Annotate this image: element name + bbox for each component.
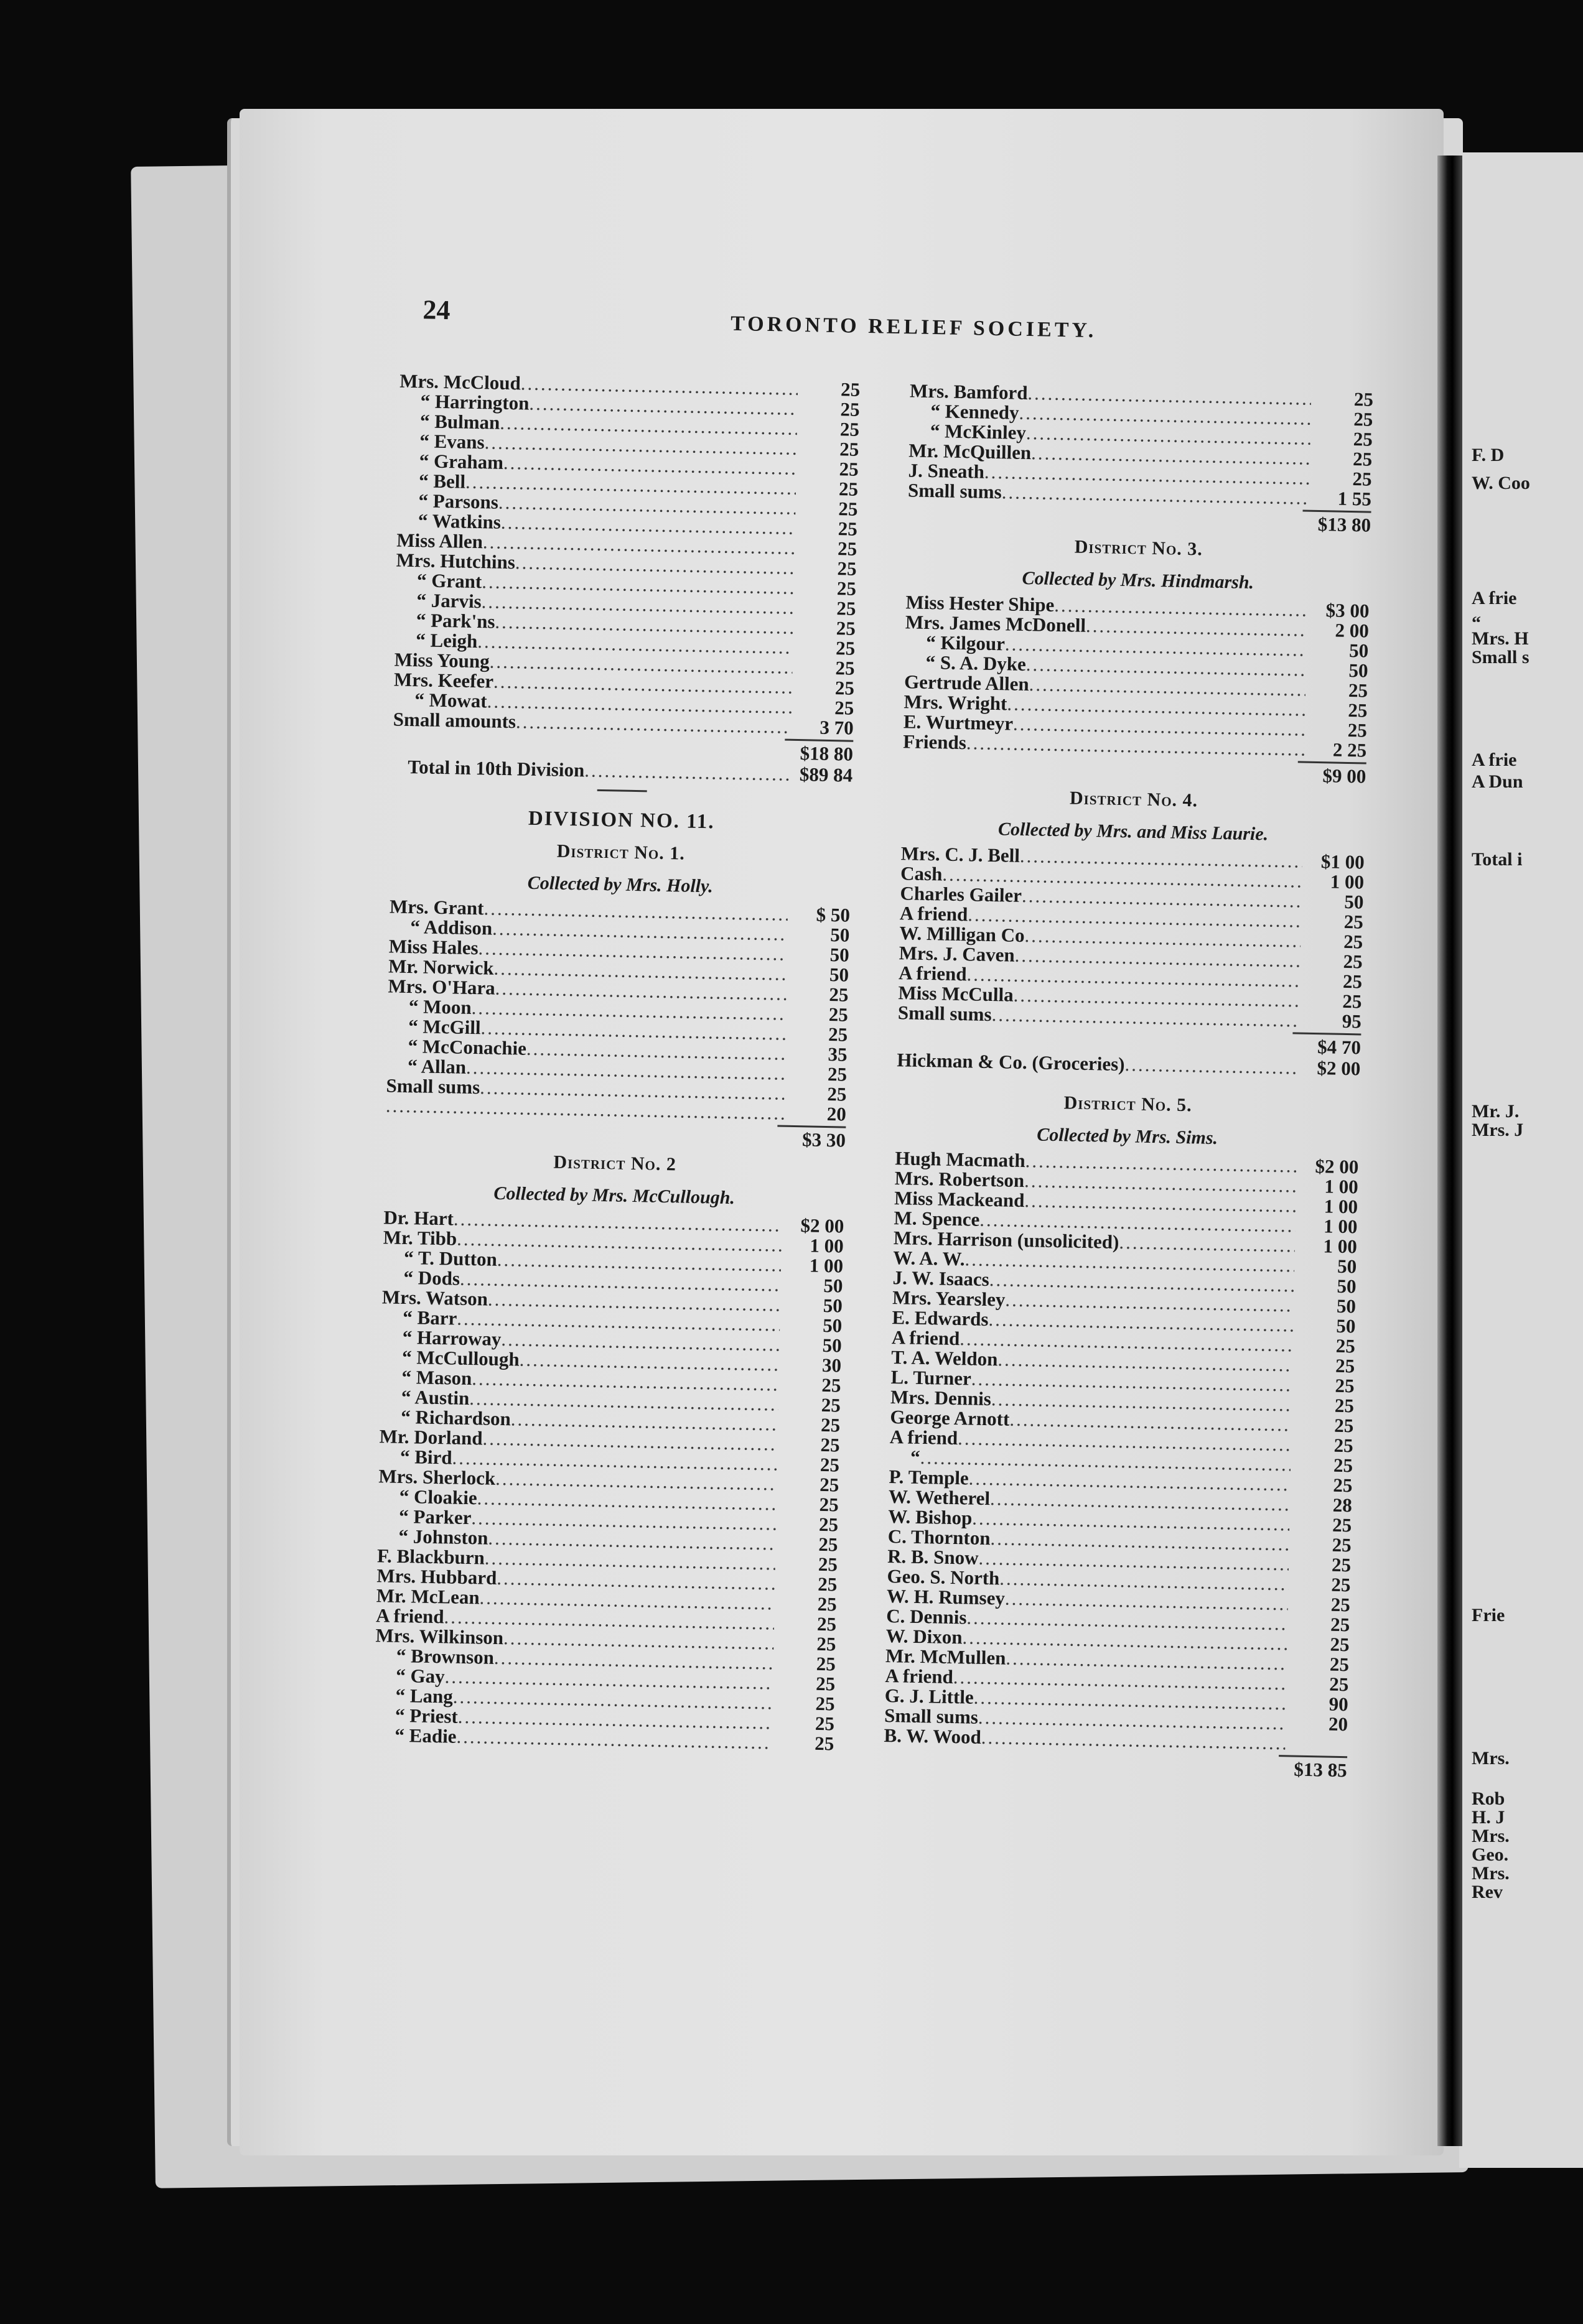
- entry-amount: [1285, 1749, 1347, 1750]
- entry-name: Gertrude Allen: [904, 671, 1030, 695]
- district-heading: District No. 2: [553, 1151, 677, 1175]
- entry-amount: 25: [1348, 679, 1368, 702]
- entry-name: Mrs. Grant: [389, 895, 484, 919]
- facing-page-fragment: Mrs.: [1472, 1748, 1510, 1769]
- entry-name: Small amounts: [393, 708, 516, 733]
- entry-amount: $ 50: [816, 903, 851, 926]
- entry-amount: 25: [820, 1413, 841, 1436]
- entry-name: “ Cloakie: [399, 1485, 478, 1509]
- entry-name: M. Spence: [894, 1207, 980, 1230]
- entry-amount: 25: [820, 1473, 839, 1496]
- page-number: 24: [423, 294, 451, 326]
- running-title: TORONTO RELIEF SOCIETY.: [730, 312, 1097, 343]
- entry-amount: 25: [1342, 990, 1362, 1013]
- leader-dots: [1124, 1054, 1298, 1077]
- entry-amount: 25: [1332, 1513, 1352, 1536]
- entry-name: “ Harroway: [402, 1326, 502, 1350]
- entry-amount: 25: [1348, 699, 1368, 722]
- entry-name: “ Bell: [418, 470, 466, 493]
- entry-name: E. Wurtmeyr: [903, 710, 1014, 735]
- entry-name: Miss Young: [394, 648, 490, 672]
- section-divider: [597, 789, 647, 792]
- entry-name: Mrs. O'Hara: [388, 975, 496, 999]
- entry-name: A friend: [899, 902, 968, 926]
- entry-amount: 95: [1342, 1010, 1362, 1033]
- entry-name: Miss Allen: [396, 529, 483, 553]
- facing-page-fragment: Small s: [1472, 647, 1529, 667]
- facing-page-fragment: H. J: [1472, 1807, 1505, 1828]
- entry-name: “ Dods: [403, 1266, 460, 1290]
- entry-amount: $2 00: [1317, 1057, 1361, 1080]
- entry-name: A friend: [375, 1604, 444, 1628]
- entry-amount: 25: [818, 1533, 838, 1556]
- entry-amount: 1 00: [1323, 1235, 1358, 1258]
- entry-amount: 35: [828, 1043, 848, 1066]
- entry-name: “ Parker: [398, 1505, 472, 1529]
- entry-amount: 25: [828, 1023, 848, 1046]
- list-district-4: [898, 844, 1365, 1031]
- entry-name: Hickman & Co. (Groceries): [897, 1049, 1125, 1076]
- entry-name: “ Graham: [419, 450, 504, 473]
- subtotal-amount: $13 80: [1302, 509, 1371, 535]
- list-right-top: [908, 381, 1374, 509]
- entry-name: “ Eadie: [395, 1724, 457, 1747]
- entry-amount: 50: [1337, 1255, 1357, 1278]
- entry-amount: 25: [839, 418, 860, 440]
- entry-amount: 25: [819, 1493, 839, 1516]
- entry-name: Small sums: [897, 1002, 992, 1026]
- entry-name: A friend: [885, 1664, 954, 1688]
- district-total-amount: $13 85: [1278, 1755, 1347, 1780]
- subtotal-amount: $18 80: [785, 738, 854, 764]
- entry-amount: $2 00: [800, 1214, 844, 1237]
- left-column: [373, 371, 860, 1754]
- entry-amount: $3 00: [1325, 599, 1370, 622]
- entry-amount: 25: [840, 378, 861, 401]
- district-heading: District No. 3.: [1074, 536, 1203, 560]
- entry-name: Mr. Norwick: [388, 955, 494, 979]
- entry-name: “ Gay: [395, 1664, 446, 1688]
- facing-page-fragment: W. Coo: [1472, 473, 1530, 493]
- right-column: [883, 381, 1373, 1782]
- entry-amount: 25: [1343, 910, 1364, 933]
- list-left-top: [393, 371, 861, 738]
- facing-page-fragment: A frie: [1472, 588, 1517, 608]
- entry-name: “ Barr: [403, 1306, 457, 1329]
- entry-name: Mr. Dorland: [379, 1425, 483, 1449]
- entry-name: “ Austin: [401, 1385, 470, 1410]
- entry-name: George Arnott: [890, 1406, 1010, 1430]
- entry-name: “ Mason: [401, 1365, 472, 1390]
- entry-amount: 3 70: [820, 716, 854, 739]
- entry-amount: 1 00: [809, 1254, 844, 1277]
- division-total-amount: $89 84: [799, 763, 853, 786]
- facing-page-fragment: A frie: [1472, 750, 1517, 770]
- entry-amount: 25: [1330, 1613, 1350, 1636]
- entry-amount: 25: [837, 537, 857, 560]
- entry-name: L. Turner: [890, 1366, 972, 1390]
- entry-name: Geo. S. North: [887, 1564, 1000, 1589]
- entry-amount: 50: [822, 1314, 843, 1337]
- entry-amount: 50: [1348, 659, 1368, 682]
- entry-amount: 25: [1330, 1593, 1351, 1616]
- entry-amount: 50: [823, 1294, 843, 1317]
- entry-name: W. Bishop: [888, 1505, 973, 1529]
- entry-name: A friend: [889, 1426, 958, 1449]
- entry-name: E. Edwards: [892, 1306, 989, 1331]
- entry-name: “ Johnston: [398, 1525, 488, 1549]
- entry-name: Mrs. Wilkinson: [375, 1624, 504, 1649]
- entry-amount: 2 00: [1335, 619, 1370, 642]
- entry-name: Mr. McQuillen: [908, 439, 1032, 464]
- entry-amount: 25: [840, 398, 860, 421]
- entry-amount: 25: [820, 1453, 840, 1476]
- entry-name: Miss Hales: [388, 935, 479, 959]
- entry-name: Mrs. Keefer: [393, 668, 494, 692]
- entry-amount: 25: [836, 617, 856, 639]
- entry-amount: 25: [816, 1652, 836, 1675]
- entry-amount: 90: [1329, 1693, 1349, 1716]
- entry-amount: 25: [836, 597, 856, 620]
- entry-amount: 25: [1331, 1573, 1351, 1596]
- entry-name: J. W. Isaacs: [892, 1267, 990, 1291]
- district-heading: District No. 1.: [556, 840, 686, 864]
- entry-amount: 1 55: [1337, 487, 1372, 510]
- entry-amount: 25: [1335, 1334, 1356, 1357]
- entry-amount: 1 00: [1330, 870, 1365, 893]
- district-total-amount: $3 30: [777, 1125, 846, 1150]
- entry-amount: 25: [838, 478, 859, 500]
- entry-name: Mrs. Wright: [904, 690, 1007, 715]
- facing-page-fragment: “: [1472, 613, 1481, 633]
- entry-name: Hugh Macmath: [895, 1147, 1025, 1172]
- entry-amount: 25: [1343, 950, 1363, 973]
- entry-name: Mr. McMullen: [885, 1644, 1006, 1669]
- entry-amount: $2 00: [1315, 1155, 1359, 1178]
- entry-name: Mrs. Harrison (unsolicited): [893, 1227, 1119, 1253]
- entry-amount: 25: [818, 1513, 839, 1536]
- entry-amount: 25: [834, 697, 854, 719]
- entry-amount: 2 25: [1332, 738, 1367, 761]
- entry-name: Mrs. Robertson: [894, 1167, 1025, 1192]
- entry-name: Miss Hester Shipe: [905, 591, 1055, 616]
- entry-amount: 25: [1329, 1673, 1349, 1696]
- district-total-amount: $9 00: [1297, 761, 1366, 786]
- entry-name: “ McGill: [408, 1015, 481, 1039]
- collector-line: Collected by Mrs. Sims.: [1036, 1124, 1218, 1149]
- entry-name: Mrs. Sherlock: [378, 1465, 496, 1489]
- entry-name: “ Bulman: [419, 410, 500, 434]
- entry-name: B. W. Wood: [884, 1724, 982, 1748]
- entry-amount: 25: [1330, 1633, 1350, 1656]
- entry-name: “ McKinley: [930, 419, 1027, 444]
- entry-name: Mrs. Bamford: [909, 379, 1028, 404]
- entry-name: Mrs. McCloud: [399, 370, 521, 394]
- facing-page-fragment: Mr. J.: [1472, 1101, 1520, 1122]
- entry-amount: $1 00: [1320, 850, 1365, 873]
- entry-name: Mrs. James McDonell: [905, 611, 1086, 636]
- entry-name: “ T. Dutton: [403, 1247, 498, 1270]
- list-district-3: [903, 592, 1370, 760]
- entry-name: “ Brownson: [396, 1644, 495, 1668]
- list-district-5: [884, 1148, 1358, 1754]
- entry-name: Dr. Hart: [383, 1206, 454, 1230]
- entry-amount: 25: [1343, 930, 1363, 953]
- entry-name: Mrs. J. Caven: [899, 942, 1016, 966]
- entry-amount: 25: [817, 1592, 837, 1615]
- entry-name: Mrs. Watson: [381, 1286, 488, 1310]
- entry-amount: 25: [821, 1373, 841, 1397]
- entry-name: W. Wetherel: [888, 1485, 991, 1510]
- entry-amount: 50: [1344, 890, 1364, 913]
- entry-name: Mrs. Yearsley: [892, 1286, 1006, 1311]
- division-heading: DIVISION NO. 11.: [528, 807, 715, 834]
- facing-page-fragment: Mrs. J: [1472, 1120, 1524, 1140]
- collector-line: Collected by Mrs. and Miss Laurie.: [997, 819, 1269, 845]
- entry-amount: 25: [834, 677, 855, 699]
- entry-amount: 25: [1333, 1474, 1353, 1497]
- entry-name: Mrs. Hubbard: [376, 1564, 497, 1589]
- entry-amount: 50: [1348, 639, 1369, 662]
- collector-line: Collected by Mrs. Holly.: [527, 872, 714, 897]
- entry-amount: 25: [1332, 1533, 1352, 1556]
- entry-amount: 25: [815, 1692, 835, 1715]
- entry-amount: 50: [1336, 1314, 1356, 1337]
- entry-name: “ Priest: [395, 1704, 459, 1727]
- division-total-label: Total in 10th Division: [408, 755, 585, 781]
- entry-amount: 25: [829, 983, 849, 1006]
- entry-name: Mr. Tibb: [383, 1226, 457, 1250]
- entry-amount: 50: [1337, 1275, 1357, 1298]
- entry-amount: 25: [838, 518, 858, 540]
- book-gutter: [1437, 156, 1462, 2146]
- entry-name: F. Blackburn: [376, 1545, 485, 1569]
- entry-name: “ McConachie: [408, 1035, 527, 1059]
- entry-name: T. A. Weldon: [890, 1346, 998, 1370]
- leader-dots: [584, 760, 791, 784]
- entry-name: “ Grant: [416, 569, 482, 593]
- entry-name: W. A. W.: [893, 1247, 965, 1270]
- entry-name: W. Dixon: [885, 1624, 963, 1648]
- entry-amount: 50: [829, 964, 849, 986]
- page-content: [315, 292, 1431, 2024]
- entry-name: “: [910, 1446, 921, 1468]
- entry-amount: 25: [1335, 1354, 1355, 1377]
- entry-amount: 30: [821, 1354, 842, 1377]
- entry-amount: 25: [837, 557, 857, 580]
- entry-amount: 25: [839, 438, 859, 460]
- entry-name: Mrs. Dennis: [890, 1386, 992, 1410]
- collector-line: Collected by Mrs. McCullough.: [493, 1183, 735, 1209]
- list-district-2: [373, 1207, 844, 1754]
- entry-amount: 25: [820, 1433, 840, 1456]
- entry-amount: 25: [1333, 1454, 1353, 1477]
- entry-name: “ Jarvis: [416, 589, 482, 613]
- entry-name: “ Park'ns: [416, 609, 495, 633]
- entry-name: “ Allan: [407, 1055, 467, 1078]
- entry-name: Mrs. C. J. Bell: [900, 842, 1020, 867]
- entry-name: G. J. Little: [884, 1684, 974, 1708]
- entry-name: “ S. A. Dyke: [925, 651, 1027, 676]
- entry-amount: 50: [1336, 1294, 1357, 1318]
- entry-amount: 50: [829, 924, 850, 946]
- entry-name: W. H. Rumsey: [886, 1584, 1006, 1609]
- entry-amount: 1 00: [1323, 1215, 1358, 1238]
- entry-amount: 25: [1353, 388, 1374, 411]
- entry-amount: 20: [826, 1103, 847, 1125]
- entry-name: Miss McCulla: [898, 982, 1014, 1006]
- collector-line: Collected by Mrs. Hindmarsh.: [1022, 567, 1254, 593]
- entry-name: “ Watkins: [418, 509, 502, 533]
- entry-name: R. B. Snow: [887, 1545, 979, 1569]
- entry-amount: 25: [828, 1003, 849, 1026]
- entry-amount: 25: [839, 458, 859, 480]
- entry-amount: 25: [836, 577, 857, 600]
- entry-name: “ Moon: [408, 995, 472, 1019]
- entry-amount: 25: [1352, 468, 1372, 490]
- entry-amount: 25: [835, 637, 856, 659]
- entry-amount: 1 00: [1324, 1195, 1358, 1218]
- facing-page-fragment: Geo.: [1472, 1844, 1509, 1865]
- entry-amount: 25: [815, 1712, 835, 1735]
- entry-name: “ Evans: [419, 430, 485, 453]
- entry-name: “ Parsons: [418, 490, 499, 513]
- entry-amount: 25: [1329, 1653, 1350, 1676]
- entry-amount: 25: [818, 1553, 838, 1576]
- entry-amount: 25: [1353, 428, 1373, 450]
- entry-name: Small sums: [884, 1704, 979, 1728]
- entry-name: Mrs. Hutchins: [396, 549, 516, 574]
- entry-name: P. Temple: [889, 1466, 969, 1489]
- entry-amount: 25: [815, 1672, 836, 1695]
- list-district-1: [386, 896, 851, 1124]
- entry-name: Mr. McLean: [376, 1584, 480, 1609]
- entry-amount: 25: [817, 1573, 838, 1596]
- entry-amount: 25: [1333, 1414, 1354, 1437]
- entry-amount: 25: [815, 1732, 834, 1755]
- entry-amount: 25: [827, 1083, 847, 1105]
- entry-name: “ Kilgour: [926, 631, 1006, 655]
- facing-page-fragment: Frie: [1472, 1605, 1505, 1625]
- entry-amount: 28: [1332, 1494, 1353, 1517]
- entry-amount: 50: [822, 1334, 842, 1357]
- entry-name: “ Harrington: [420, 390, 530, 414]
- entry-name: J. Sneath: [908, 459, 985, 483]
- entry-name: Small sums: [386, 1074, 480, 1099]
- entry-name: “ Leigh: [415, 629, 478, 653]
- facing-page-fragment: F. D: [1472, 445, 1505, 465]
- entry-amount: 50: [823, 1274, 843, 1297]
- entry-amount: 25: [816, 1612, 837, 1635]
- entry-name: Miss Mackeand: [894, 1187, 1025, 1212]
- entry-name: A friend: [898, 962, 967, 985]
- facing-page-fragment: Mrs.: [1472, 1863, 1510, 1884]
- facing-page-fragment: A Dun: [1472, 771, 1523, 792]
- entry-amount: 50: [829, 944, 850, 966]
- entry-name: Small sums: [907, 479, 1002, 503]
- facing-page-fragment: Rev: [1472, 1882, 1503, 1902]
- entry-name: “ Richardson: [400, 1405, 511, 1430]
- entry-amount: 25: [816, 1632, 836, 1655]
- entry-amount: 25: [1342, 970, 1363, 993]
- district-heading: District No. 5.: [1063, 1092, 1192, 1116]
- entry-amount: 25: [1331, 1553, 1352, 1576]
- entry-amount: 20: [1328, 1713, 1348, 1736]
- entry-name: Charles Gailer: [900, 882, 1022, 906]
- leader-dots: [1119, 1232, 1295, 1255]
- entry-amount: 25: [827, 1063, 848, 1085]
- entry-name: W. Milligan Co: [899, 922, 1025, 947]
- entry-name: C. Dennis: [885, 1604, 967, 1629]
- entry-amount: 25: [838, 498, 858, 520]
- entry-amount: 25: [1334, 1394, 1355, 1417]
- entry-name: Friends: [902, 730, 967, 754]
- entry-name: “ Bird: [399, 1445, 452, 1469]
- entry-amount: 1 00: [810, 1234, 844, 1257]
- entry-amount: 25: [1353, 408, 1373, 430]
- entry-name: “ Mowat: [414, 689, 488, 712]
- entry-amount: 25: [821, 1393, 841, 1416]
- entry-name: C. Thornton: [887, 1525, 991, 1550]
- district-heading: District No. 4.: [1069, 788, 1198, 811]
- district-total-amount: $4 70: [1292, 1032, 1361, 1057]
- entry-amount: 25: [1347, 718, 1368, 741]
- entry-amount: 25: [1335, 1374, 1355, 1397]
- entry-name: A friend: [891, 1326, 960, 1350]
- facing-page-fragment: Mrs. H: [1472, 628, 1529, 649]
- facing-page-fragment: Mrs.: [1472, 1826, 1510, 1846]
- entry-amount: 1 00: [1324, 1175, 1359, 1198]
- entry-name: “ Lang: [395, 1684, 454, 1708]
- entry-name: “ Addison: [410, 916, 493, 939]
- entry-name: “ McCullough: [401, 1346, 520, 1370]
- entry-amount: 25: [1352, 448, 1373, 470]
- entry-name: Cash: [900, 862, 943, 885]
- facing-page-fragment: Total i: [1472, 849, 1523, 870]
- entry-name: “ Kennedy: [930, 399, 1019, 424]
- entry-amount: 25: [1333, 1434, 1354, 1457]
- facing-page-fragment: Rob: [1472, 1788, 1505, 1809]
- entry-amount: 25: [835, 657, 855, 679]
